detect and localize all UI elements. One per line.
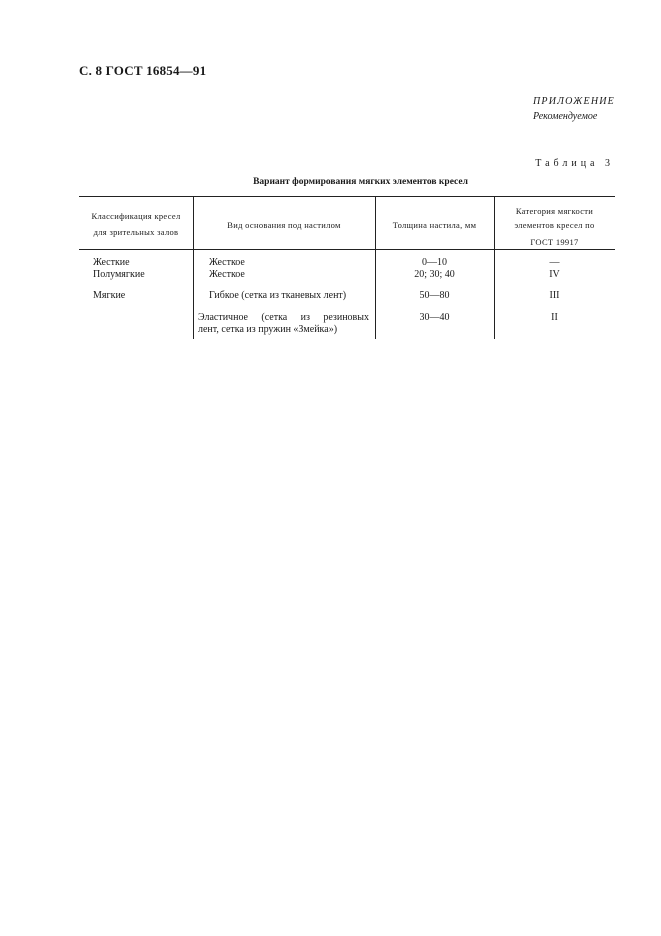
cell-base: Жесткое <box>209 257 245 268</box>
cell-base <box>198 312 371 336</box>
appendix-block <box>533 95 615 124</box>
cell-category: III <box>549 290 560 301</box>
header-category-line: элементов кресел по <box>514 220 595 230</box>
cell-classification: Полумягкие <box>93 269 145 280</box>
appendix-title: ПРИЛОЖЕНИЕ <box>533 96 615 107</box>
header-base-type: Вид основания под настилом <box>227 220 341 230</box>
cell-base-line: Эластичное (сетка из резиновых <box>198 312 369 323</box>
cell-thickness: 20; 30; 40 <box>414 269 455 280</box>
cell-thickness: 50—80 <box>419 290 450 301</box>
table-number: Таблица 3 <box>535 158 614 169</box>
header-category-line: Категория мягкости <box>515 206 594 216</box>
table-header-rule <box>79 249 615 250</box>
cell-category: IV <box>549 269 560 280</box>
header-category <box>494 204 615 249</box>
cell-base-line: лент, сетка из пружин «Змейка») <box>198 324 338 335</box>
header-classification <box>79 208 193 240</box>
cell-category: — <box>549 257 560 268</box>
cell-thickness: 0—10 <box>422 257 447 268</box>
cell-classification: Мягкие <box>93 290 126 301</box>
table-caption-text: Вариант формирования мягких элементов кресел <box>253 177 468 187</box>
header-classification-line: Классификация кресел <box>91 211 181 221</box>
page-header: С. 8 ГОСТ 16854—91 <box>79 63 207 78</box>
appendix-subtitle: Рекомендуемое <box>533 111 598 122</box>
table-top-rule <box>79 196 615 197</box>
cell-category: II <box>551 312 558 323</box>
header-classification-line: для зрительных залов <box>93 227 179 237</box>
table-caption <box>0 177 661 187</box>
cell-classification: Жесткие <box>93 257 130 268</box>
header-category-line: ГОСТ 19917 <box>530 237 579 247</box>
cell-thickness: 30—40 <box>419 312 450 323</box>
cell-base: Гибкое (сетка из тканевых лент) <box>209 290 347 301</box>
header-thickness: Толщина настила, мм <box>392 220 477 230</box>
cell-base: Жесткое <box>209 269 245 280</box>
